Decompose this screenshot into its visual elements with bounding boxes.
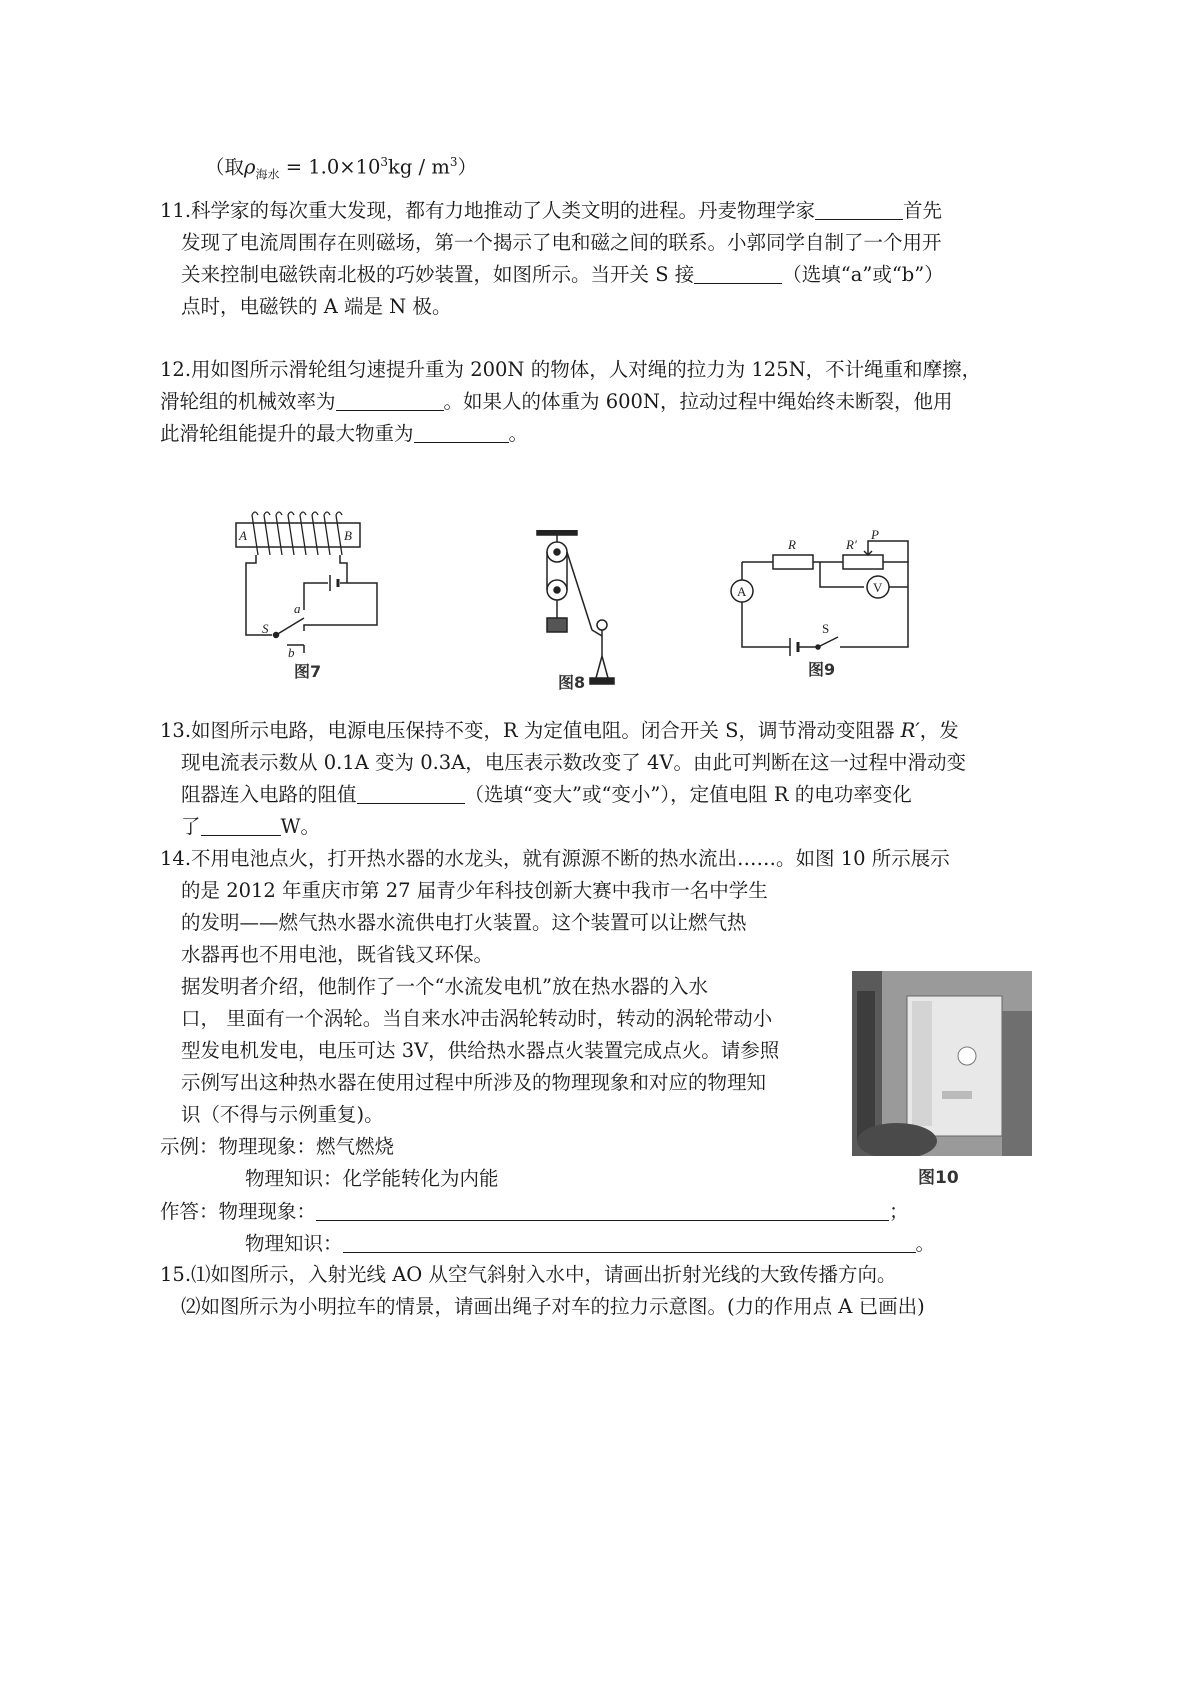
heater-vertical-label [912,1001,932,1126]
q14-line-1: 14.不用电池点火，打开热水器的水龙头，就有源源不断的热水流出……。如图 10 所示展示 [160,847,950,870]
density-exponent: 3 [380,155,389,169]
rheostat-r-prime[interactable] [843,555,883,569]
q14-answer-knowledge [245,1230,935,1258]
figure-7-electromagnet [232,505,412,685]
q14-line-7: 型发电机发电，电压可达 3V，供给热水器点火装置完成点火。请参照 [181,1039,780,1062]
label-contact-a: a [294,601,301,616]
q14-answer-end-2: 。 [915,1232,936,1255]
q14-blank-phenomenon[interactable] [316,1200,889,1221]
q14-line-6: 口， 里面有一个涡轮。当自来水冲击涡轮转动时，转动的涡轮带动小 [181,1007,773,1030]
movable-pulley-axle [554,587,560,593]
q11-text-b: 首先 [903,199,943,222]
q13-line-3 [181,781,912,809]
wire-contact-a [304,583,328,610]
voltmeter-lead-left [820,562,864,587]
figure-8-caption: 图8 [558,673,586,690]
figure-9-caption: 图9 [808,660,836,679]
q14-answer-end-1: ； [889,1200,909,1223]
photo-right-background [1002,1011,1032,1156]
q12-blank-1[interactable] [336,390,444,411]
label-b-end: B [344,528,352,543]
label-switch-s: S [262,621,269,636]
q14-answer-phenomenon [160,1198,909,1226]
q11-text-a: 11.科学家的每次重大发现，都有力地推动了人类文明的进程。丹麦物理学家 [160,199,816,222]
q15-line-2: ⑵如图所示为小明拉车的情景，请画出绳子对车的拉力示意图。(力的作用点 A 已画出) [181,1295,925,1318]
note-open: （取 [205,155,245,179]
seawater-density-note [205,148,477,188]
q14-answer-label-2: 物理知识： [245,1232,343,1255]
label-switch-s: S [822,621,830,636]
q13-line-4 [181,813,320,841]
q11-line-2: 发现了电流周围存在则磁场，第一个揭示了电和磁之间的联系。小郭同学自制了一个用开 [181,231,942,254]
q14-answer-label-1: 作答：物理现象： [160,1200,317,1223]
load-block [547,618,567,632]
figure-10-caption: 图10 [918,1168,959,1188]
heater-control [942,1091,972,1099]
label-contact-b: b [288,645,295,660]
q14-example-phenomenon: 示例：物理现象：燃气燃烧 [160,1135,395,1158]
q12-blank-2[interactable] [414,422,509,443]
figure-10-photo [852,971,1032,1156]
heater-dial [958,1047,976,1065]
q14-line-9: 识（不得与示例重复)。 [181,1103,384,1126]
rho-subscript: 海水 [255,167,280,182]
wire-right-down [840,587,908,647]
q14-line-3: 的发明——燃气热水器水流供电打火装置。这个装置可以让燃气热 [181,911,747,934]
person-figure [590,620,614,684]
q14-line-4: 水器再也不用电池，既省钱又环保。 [181,943,494,966]
pulling-rope[interactable] [567,552,592,630]
label-ammeter: A [737,584,747,599]
label-r: R [788,537,796,552]
q13-text-c: 阻器连入电路的阻值 [181,783,357,806]
q13-line-1 [160,717,959,745]
q13-line-2: 现电流表示数从 0.1A 变为 0.3A，电压表示数改变了 4V。由此可判断在这一过程中滑动变 [181,751,966,774]
q11-text-c: 关来控制电磁铁南北极的巧妙装置，如图所示。当开关 S 接 [181,263,695,286]
q11-line-3 [181,261,944,289]
q13-text-f: W。 [280,815,321,838]
q13-text-e: 了 [181,815,201,838]
density-unit-exponent: 3 [449,155,458,169]
coil-windings [252,512,342,555]
q14-line-2: 的是 2012 年重庆市第 27 届青少年科技创新大赛中我市一名中学生 [181,879,768,902]
q14-line-8: 示例写出这种热水器在使用过程中所涉及的物理现象和对应的物理知 [181,1071,767,1094]
q13-text-d: （选填“变大”或“变小”），定值电阻 R 的电功率变化 [464,783,912,806]
q11-blank-1[interactable] [815,199,903,220]
q12-text-c: 此滑轮组能提升的最大物重为 [160,422,414,445]
slider-wire [868,541,908,562]
density-unit: kg / m [388,155,450,179]
wire-battery [304,583,377,631]
q12-text-b: 。如果人的体重为 600N，拉动过程中绳始终未断裂，他用 [443,390,953,413]
q14-blank-knowledge[interactable] [343,1232,916,1253]
density-value: = 1.0×10 [279,155,381,179]
label-a-end: A [239,528,247,543]
q11-text-d: （选填“a”或“b”） [782,263,944,286]
rho-symbol: ρ [244,155,256,179]
photo-side-board [857,991,875,1141]
q11-line-1 [160,197,942,225]
q12-text-a: 滑轮组的机械效率为 [160,390,336,413]
wire-right [340,555,347,583]
q13-blank-2[interactable] [201,815,281,836]
wire-top-right [883,562,908,587]
q13-text-b: ，发 [919,719,959,742]
label-voltmeter: V [873,580,883,595]
q11-blank-2[interactable] [694,263,782,284]
figure-9-circuit [718,527,943,687]
ceiling-beam [537,530,577,535]
q13-text-a: 13.如图所示电路，电源电压保持不变，R 为定值电阻。闭合开关 S，调节滑动变阻器 [160,719,901,742]
q11-line-4: 点时，电磁铁的 A 端是 N 极。 [181,295,452,318]
note-close: ） [457,155,477,179]
q12-text-d: 。 [508,422,529,445]
switch-blade[interactable] [276,618,304,635]
figure-7-caption: 图7 [294,662,322,681]
q12-line-2 [160,388,953,416]
q13-r-prime: R′ [900,719,920,742]
q14-line-5: 据发明者介绍，他制作了一个“水流发电机”放在热水器的入水 [181,975,708,998]
wire-left-down [742,602,790,647]
label-r-prime: R′ [846,537,857,552]
q12-line-1: 12.用如图所示滑轮组匀速提升重为 200N 的物体，人对绳的拉力为 125N，不计绳重和摩擦， [160,358,982,381]
switch-s[interactable] [818,637,838,647]
q14-example-knowledge: 物理知识：化学能转化为内能 [245,1167,499,1190]
resistor-r [773,555,813,569]
figure-8-pulley [532,530,632,690]
q15-line-1: 15.⑴如图所示，入射光线 AO 从空气斜射入水中，请画出折射光线的大致传播方向。 [160,1263,897,1286]
fixed-pulley-axle [554,549,560,555]
label-p: P [871,527,879,542]
q12-line-3 [160,420,528,448]
q13-blank-1[interactable] [357,783,465,804]
